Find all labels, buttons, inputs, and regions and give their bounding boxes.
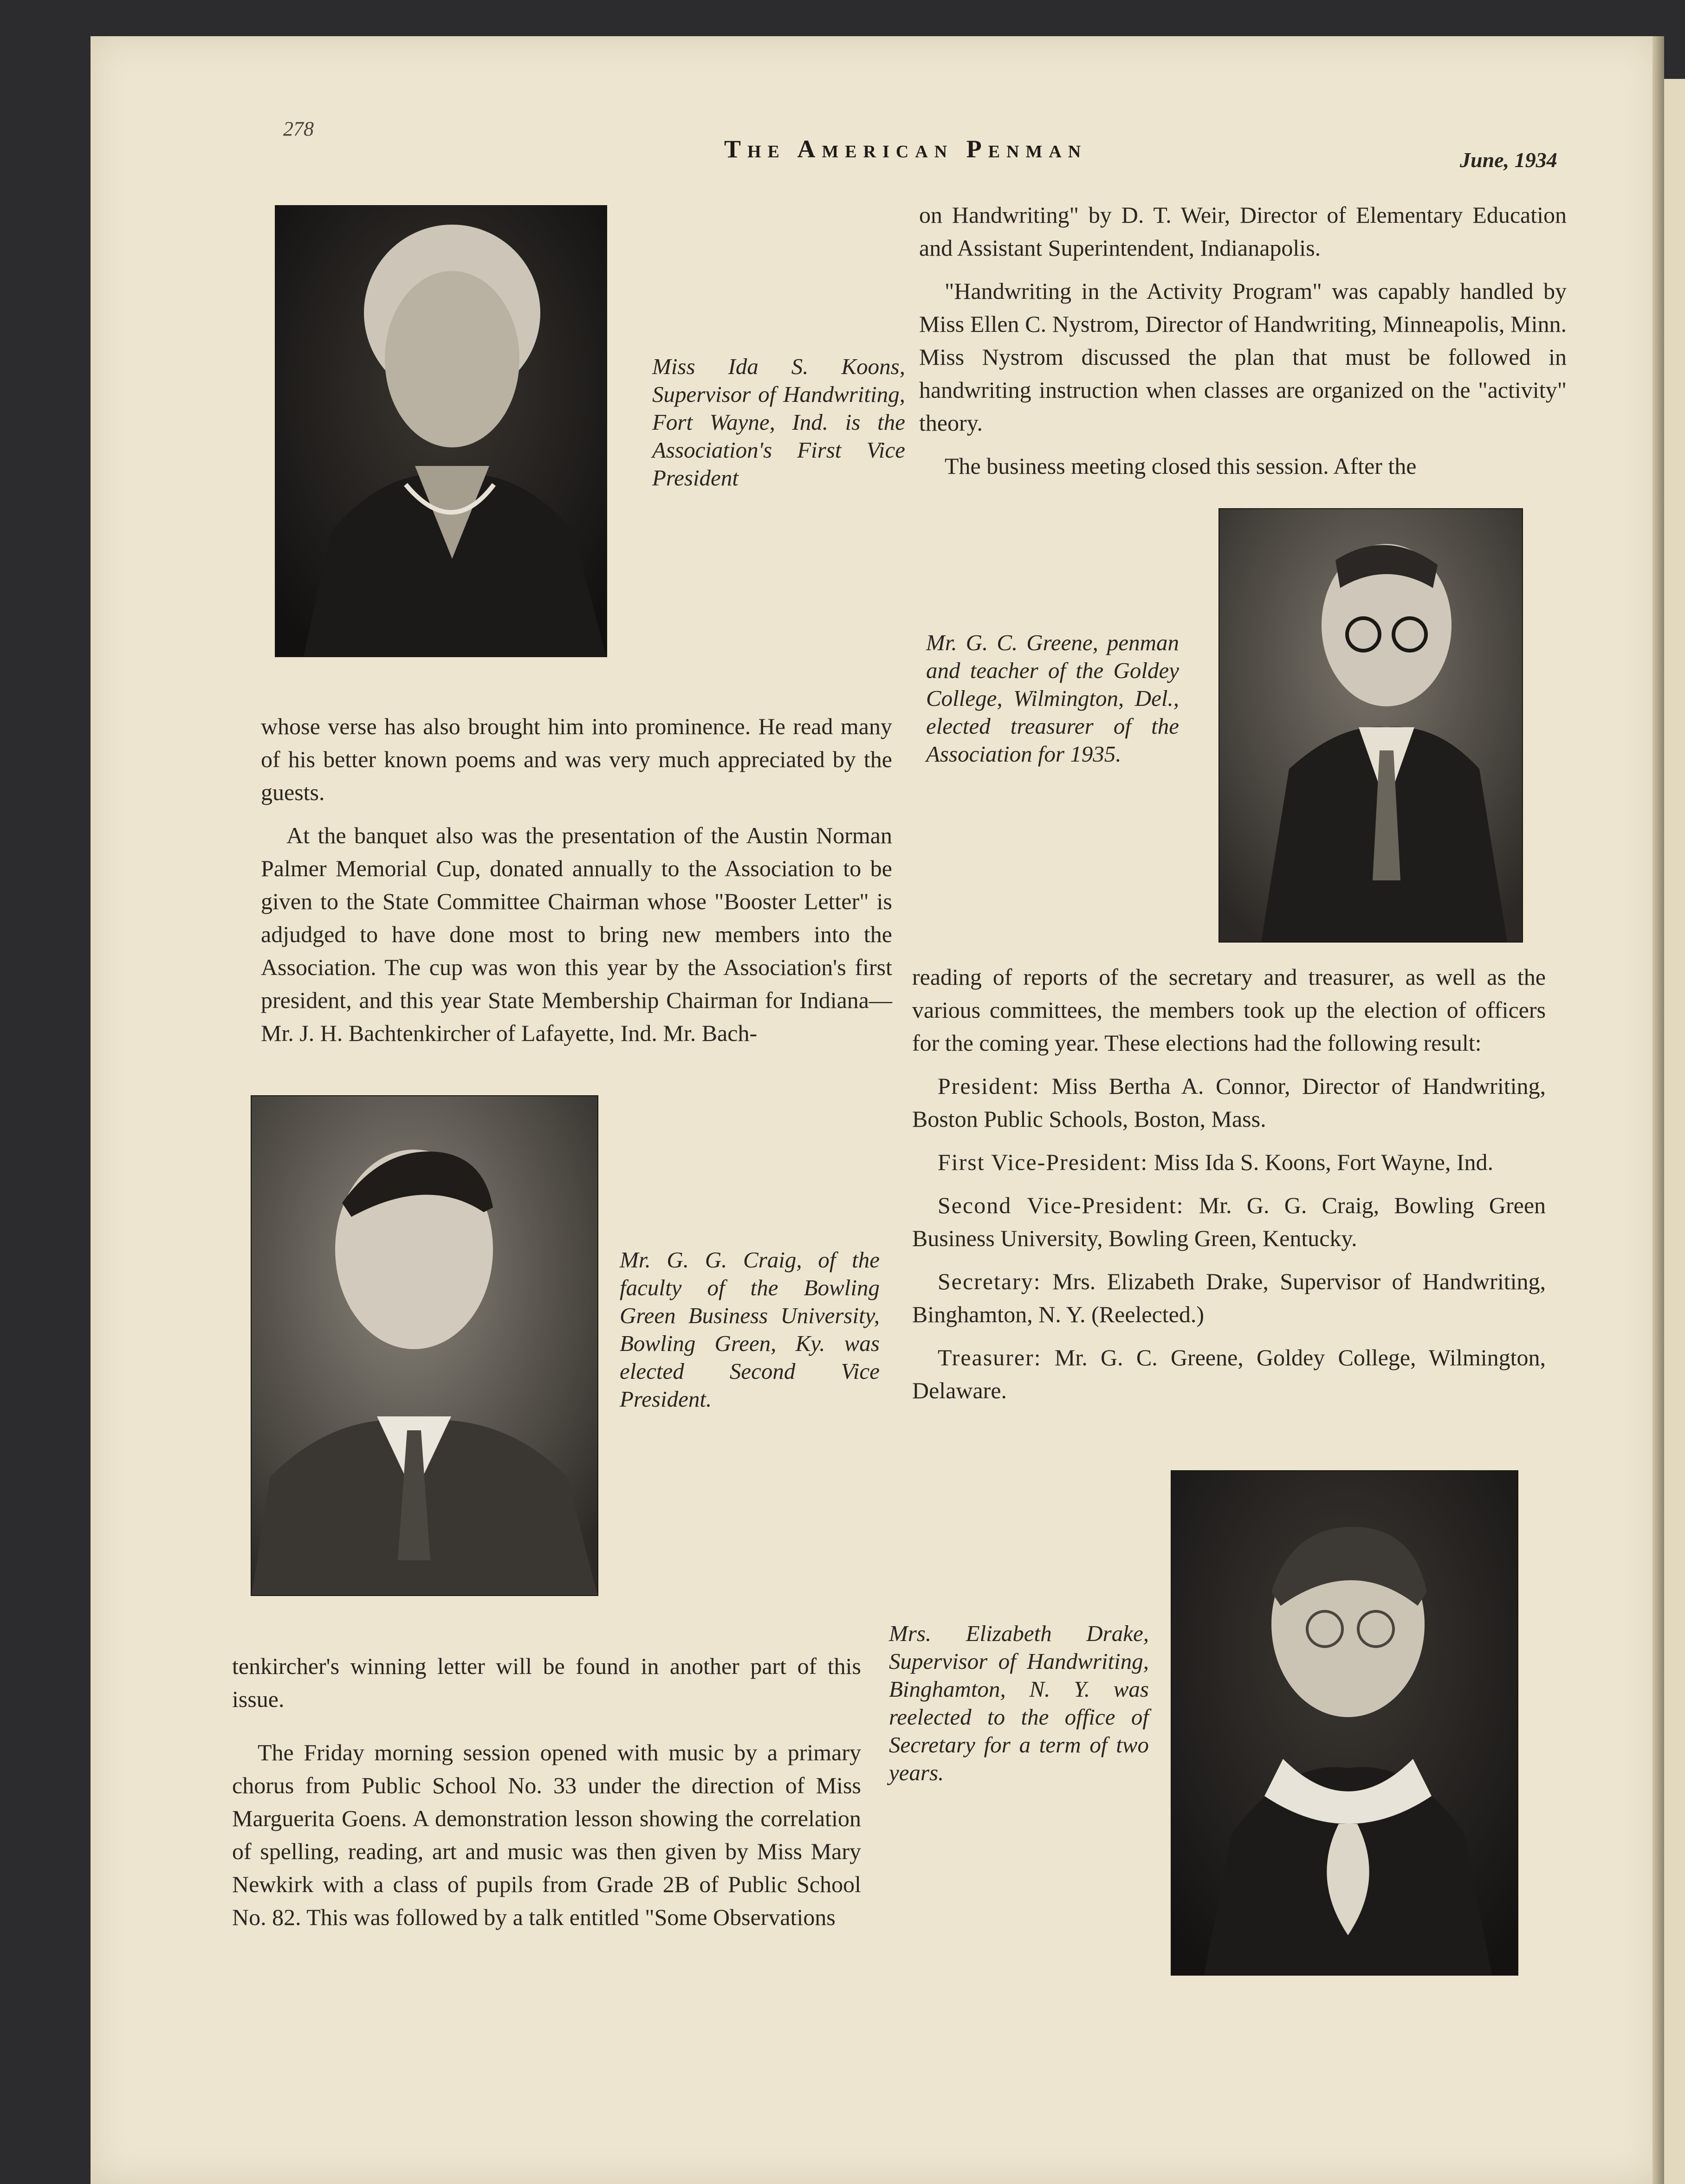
issue-date: June, 1934: [1460, 148, 1557, 172]
officer-entry-president: [912, 1070, 1546, 1136]
paragraph: reading of reports of the secretary and treasurer, as well as the various committees, the members took up the election of officers for the coming year. These elections had the following result:: [912, 964, 1546, 1056]
paragraph: on Handwriting" by D. T. Weir, Director of Elementary Education and Assistant Superintendent, Indianapolis.: [919, 202, 1567, 261]
officer-entry-secretary: [912, 1265, 1546, 1331]
officer-label: Second Vice-President:: [938, 1192, 1184, 1218]
officer-label: Secretary:: [938, 1268, 1041, 1294]
officer-text: Miss Bertha A. Connor, Director of Handwriting, Boston Public Schools, Boston, Mass.: [912, 1073, 1546, 1132]
paragraph: whose verse has also brought him into prominence. He read many of his better known poems and was very much appreciated by the guests.: [261, 713, 892, 805]
officer-entry-treasurer: [912, 1341, 1546, 1407]
portrait-photo-greene: [1218, 508, 1523, 943]
officer-text: Mr. G. C. Greene, Goldey College, Wilmington, Delaware.: [912, 1344, 1546, 1403]
portrait-photo-craig: [251, 1095, 598, 1596]
paragraph: At the banquet also was the presentation of the Austin Norman Palmer Memorial Cup, donated annually to the Association to be given to the State Committee Chairman whose "Booster Letter" is adjudged to have done most to bring new members into the Association. The cup was won this year by the Association's first president, and this year State Membership Chairman for Indiana—Mr. J. H. Bachtenkircher of Lafayette, Ind. Mr. Bach-: [261, 822, 892, 1046]
officer-text: Miss Ida S. Koons, Fort Wayne, Ind.: [1154, 1149, 1493, 1175]
paragraph: "Handwriting in the Activity Program" was capably handled by Miss Ellen C. Nystrom, Director of Handwriting, Minneapolis, Minn. Miss Nystrom discussed the plan that must be followed in handwriting instruction when classes are organized on the "activity" theory.: [919, 278, 1567, 436]
page-number: 278: [283, 117, 314, 140]
portrait-photo-drake: [1171, 1470, 1518, 1976]
paragraph: tenkircher's winning letter will be found in another part of this issue.: [232, 1653, 861, 1712]
left-column-bottom: [232, 1650, 861, 1934]
officer-text: Mrs. Elizabeth Drake, Supervisor of Handwriting, Binghamton, N. Y. (Reelected.): [912, 1268, 1546, 1327]
caption-koons: Miss Ida S. Koons, Supervisor of Handwriting, Fort Wayne, Ind. is the Association's First Vice President: [652, 354, 905, 491]
paragraph: The business meeting closed this session. After the: [945, 453, 1417, 479]
portrait-photo-koons: [275, 205, 607, 657]
officer-entry-second-vp: [912, 1189, 1546, 1255]
officer-label: First Vice-President:: [938, 1149, 1148, 1175]
caption-craig: Mr. G. G. Craig, of the faculty of the Bowling Green Business University, Bowling Green, Ky. was elected Second Vice President.: [620, 1247, 880, 1412]
caption-drake: Mrs. Elizabeth Drake, Supervisor of Handwriting, Binghamton, N. Y. was reelected to the office of Secretary for a term of two years.: [889, 1621, 1149, 1785]
right-column-middle: [912, 961, 1546, 1407]
facing-page-edge: [1664, 79, 1685, 2184]
officer-label: Treasurer:: [938, 1344, 1042, 1370]
left-column-middle: [261, 710, 892, 1050]
caption-greene: Mr. G. C. Greene, penman and teacher of the Goldey College, Wilmington, Del., elected treasurer of the Association for 1935.: [926, 630, 1179, 767]
officer-entry-first-vp: [912, 1146, 1546, 1179]
paragraph: The Friday morning session opened with music by a primary chorus from Public School No. 33 under the direction of Miss Marguerita Goens. A demonstration lesson showing the correlation of spelling, reading, art and music was then given by Miss Mary Newkirk with a class of pupils from Grade 2B of Public School No. 82. This was followed by a talk entitled "Some Observations: [232, 1739, 861, 1930]
right-column-top: [919, 199, 1567, 483]
officer-label: President:: [938, 1073, 1040, 1099]
page-gutter: [1653, 36, 1664, 2184]
officer-text: Mr. G. G. Craig, Bowling Green Business University, Bowling Green, Kentucky.: [912, 1192, 1546, 1251]
masthead-title: The American Penman: [724, 135, 1088, 163]
